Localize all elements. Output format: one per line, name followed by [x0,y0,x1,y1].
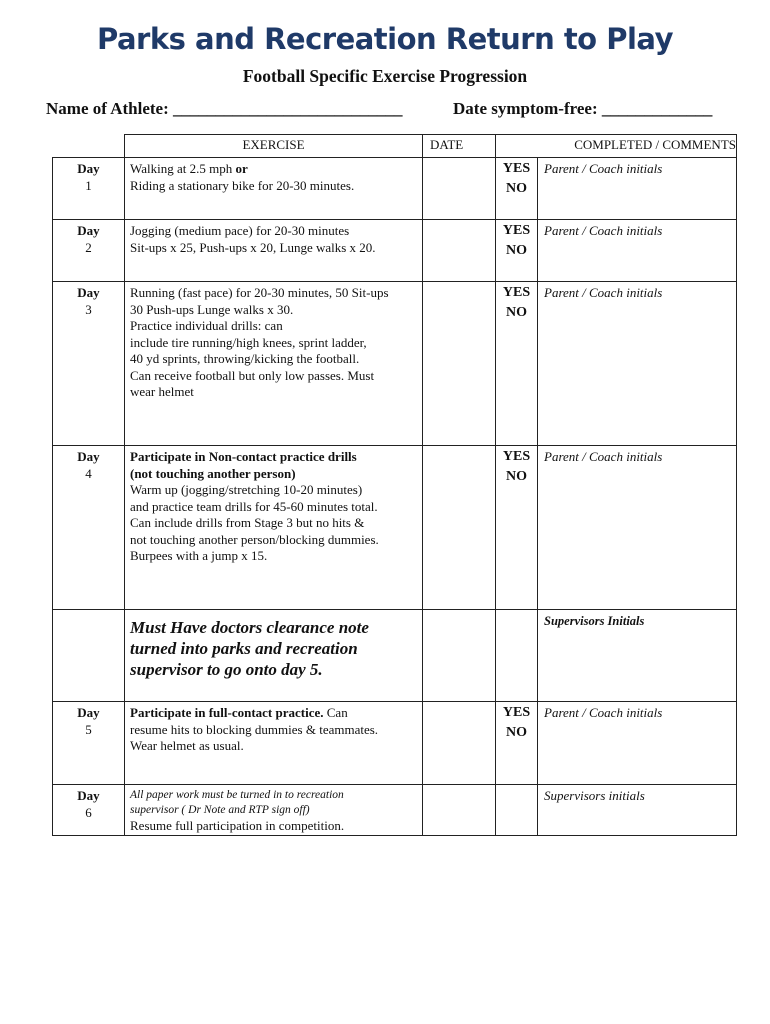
table-row-day-3 [53,282,737,446]
table-header-row [53,135,737,158]
exercise-line: not touching another person/blocking dummies. [130,531,379,547]
day-label-cell [53,785,125,836]
day-label: Day [77,788,100,803]
table-row-day-4 [53,446,737,610]
date-symptom-free-field[interactable]: Date symptom-free: _____________ [453,99,713,118]
initials-cell[interactable]: Parent / Coach initials [538,282,737,446]
table-row-day-2 [53,220,737,282]
exercise-line: 40 yd sprints, throwing/kicking the football. [130,351,360,366]
clearance-note-cell [125,610,423,702]
exercise-line: Riding a stationary bike for 20-30 minutes. [130,177,355,193]
day-label-cell [53,702,125,785]
day-label: Day [77,161,100,176]
exercise-line: Running (fast pace) for 20-30 minutes, 50 Sit-ups [130,285,389,300]
yes-no-cell[interactable] [496,446,538,610]
exercise-cell [125,282,423,446]
header-date: DATE [423,135,496,158]
exercise-line: Walking at 2.5 mph or [130,161,248,176]
exercise-line: Can receive football but only low passes. Must [130,367,375,383]
exercise-line: Jogging (medium pace) for 20-30 minutes [130,223,350,238]
yes-option[interactable]: YES [502,223,531,238]
day-label-cell [53,158,125,220]
yes-no-cell[interactable] [496,282,538,446]
no-option[interactable]: NO [506,304,527,320]
table-row-clearance [53,610,737,702]
date-cell[interactable] [423,785,496,836]
supervisor-initials-cell[interactable] [538,610,737,702]
page-title: Parks and Recreation Return to Play [97,22,673,56]
day-number: 6 [85,804,92,820]
exercise-line: Participate in Non-contact practice drills [130,449,357,464]
day-label: Day [77,705,100,720]
no-option[interactable]: NO [506,468,527,484]
exercise-cell [125,220,423,282]
date-cell[interactable] [423,610,496,702]
exercise-line: and practice team drills for 45-60 minutes total. [130,498,378,514]
yes-no-cell[interactable] [496,158,538,220]
table-row-day-6 [53,785,737,836]
exercise-line: Warm up (jogging/stretching 10-20 minutes) [130,482,363,497]
supervisor-initials-label: Supervisors Initials [544,614,645,628]
day-label: Day [77,285,100,300]
clearance-blank-cell [53,610,125,702]
exercise-cell [125,702,423,785]
exercise-line: Can include drills from Stage 3 but no hits & [130,515,365,530]
exercise-line: Wear helmet as usual. [130,738,244,753]
initials-cell[interactable]: Parent / Coach initials [538,702,737,785]
exercise-cell [125,446,423,610]
day-number: 3 [85,301,92,317]
header-day [53,135,125,158]
yes-option[interactable]: YES [502,449,531,464]
exercise-line: (not touching another person) [130,465,296,481]
day-label-cell [53,282,125,446]
date-cell[interactable] [423,282,496,446]
exercise-line: Burpees with a jump x 15. [130,548,268,563]
exercise-progression-table [52,134,737,836]
exercise-cell [125,158,423,220]
exercise-cell [125,785,423,836]
exercise-line: 30 Push-ups Lunge walks x 30. [130,301,294,317]
yes-option[interactable]: YES [502,705,531,720]
day-number: 1 [85,177,92,193]
day-label: Day [77,223,100,238]
day-number: 5 [85,721,92,737]
exercise-line: wear helmet [130,384,194,399]
table-row-day-1 [53,158,737,220]
date-cell[interactable] [423,702,496,785]
date-cell[interactable] [423,158,496,220]
initials-cell[interactable]: Parent / Coach initials [538,158,737,220]
day-number: 4 [85,465,92,481]
supervisor-initials-cell[interactable] [538,785,737,836]
exercise-line: supervisor ( Dr Note and RTP sign off) [130,804,310,816]
exercise-line: All paper work must be turned in to recreation [130,789,344,801]
exercise-line: Practice individual drills: can [130,318,283,333]
date-cell[interactable] [423,446,496,610]
yes-option[interactable]: YES [502,161,531,176]
page-subtitle: Football Specific Exercise Progression [242,66,528,86]
exercise-line: include tire running/high knees, sprint ladder, [130,334,367,350]
yes-no-cell[interactable] [496,702,538,785]
yes-option[interactable]: YES [502,285,531,300]
no-option[interactable]: NO [506,242,527,258]
initials-cell[interactable]: Parent / Coach initials [538,220,737,282]
day-label-cell [53,446,125,610]
no-option[interactable]: NO [506,180,527,196]
yes-no-cell[interactable] [496,220,538,282]
exercise-line: resume hits to blocking dummies & teammates. [130,721,379,737]
athlete-name-field[interactable]: Name of Athlete: ___________________________ [46,99,403,118]
header-comments: COMPLETED / COMMENTS [496,135,737,158]
day-label: Day [77,449,100,464]
no-option[interactable]: NO [506,724,527,740]
day-label-cell [53,220,125,282]
header-exercise: EXERCISE [125,135,423,158]
exercise-line: Resume full participation in competition. [130,818,345,833]
exercise-line: Sit-ups x 25, Push-ups x 20, Lunge walks x 20. [130,239,376,255]
blank-cell [496,610,538,702]
blank-cell [496,785,538,836]
initials-cell[interactable]: Parent / Coach initials [538,446,737,610]
exercise-line: Participate in full-contact practice. Can [130,705,348,720]
date-cell[interactable] [423,220,496,282]
table-row-day-5 [53,702,737,785]
supervisor-initials-label: Supervisors initials [544,788,645,803]
clearance-note: Must Have doctors clearance note turned into parks and recreation supervisor to go onto day 5. [130,618,369,679]
day-number: 2 [85,239,92,255]
